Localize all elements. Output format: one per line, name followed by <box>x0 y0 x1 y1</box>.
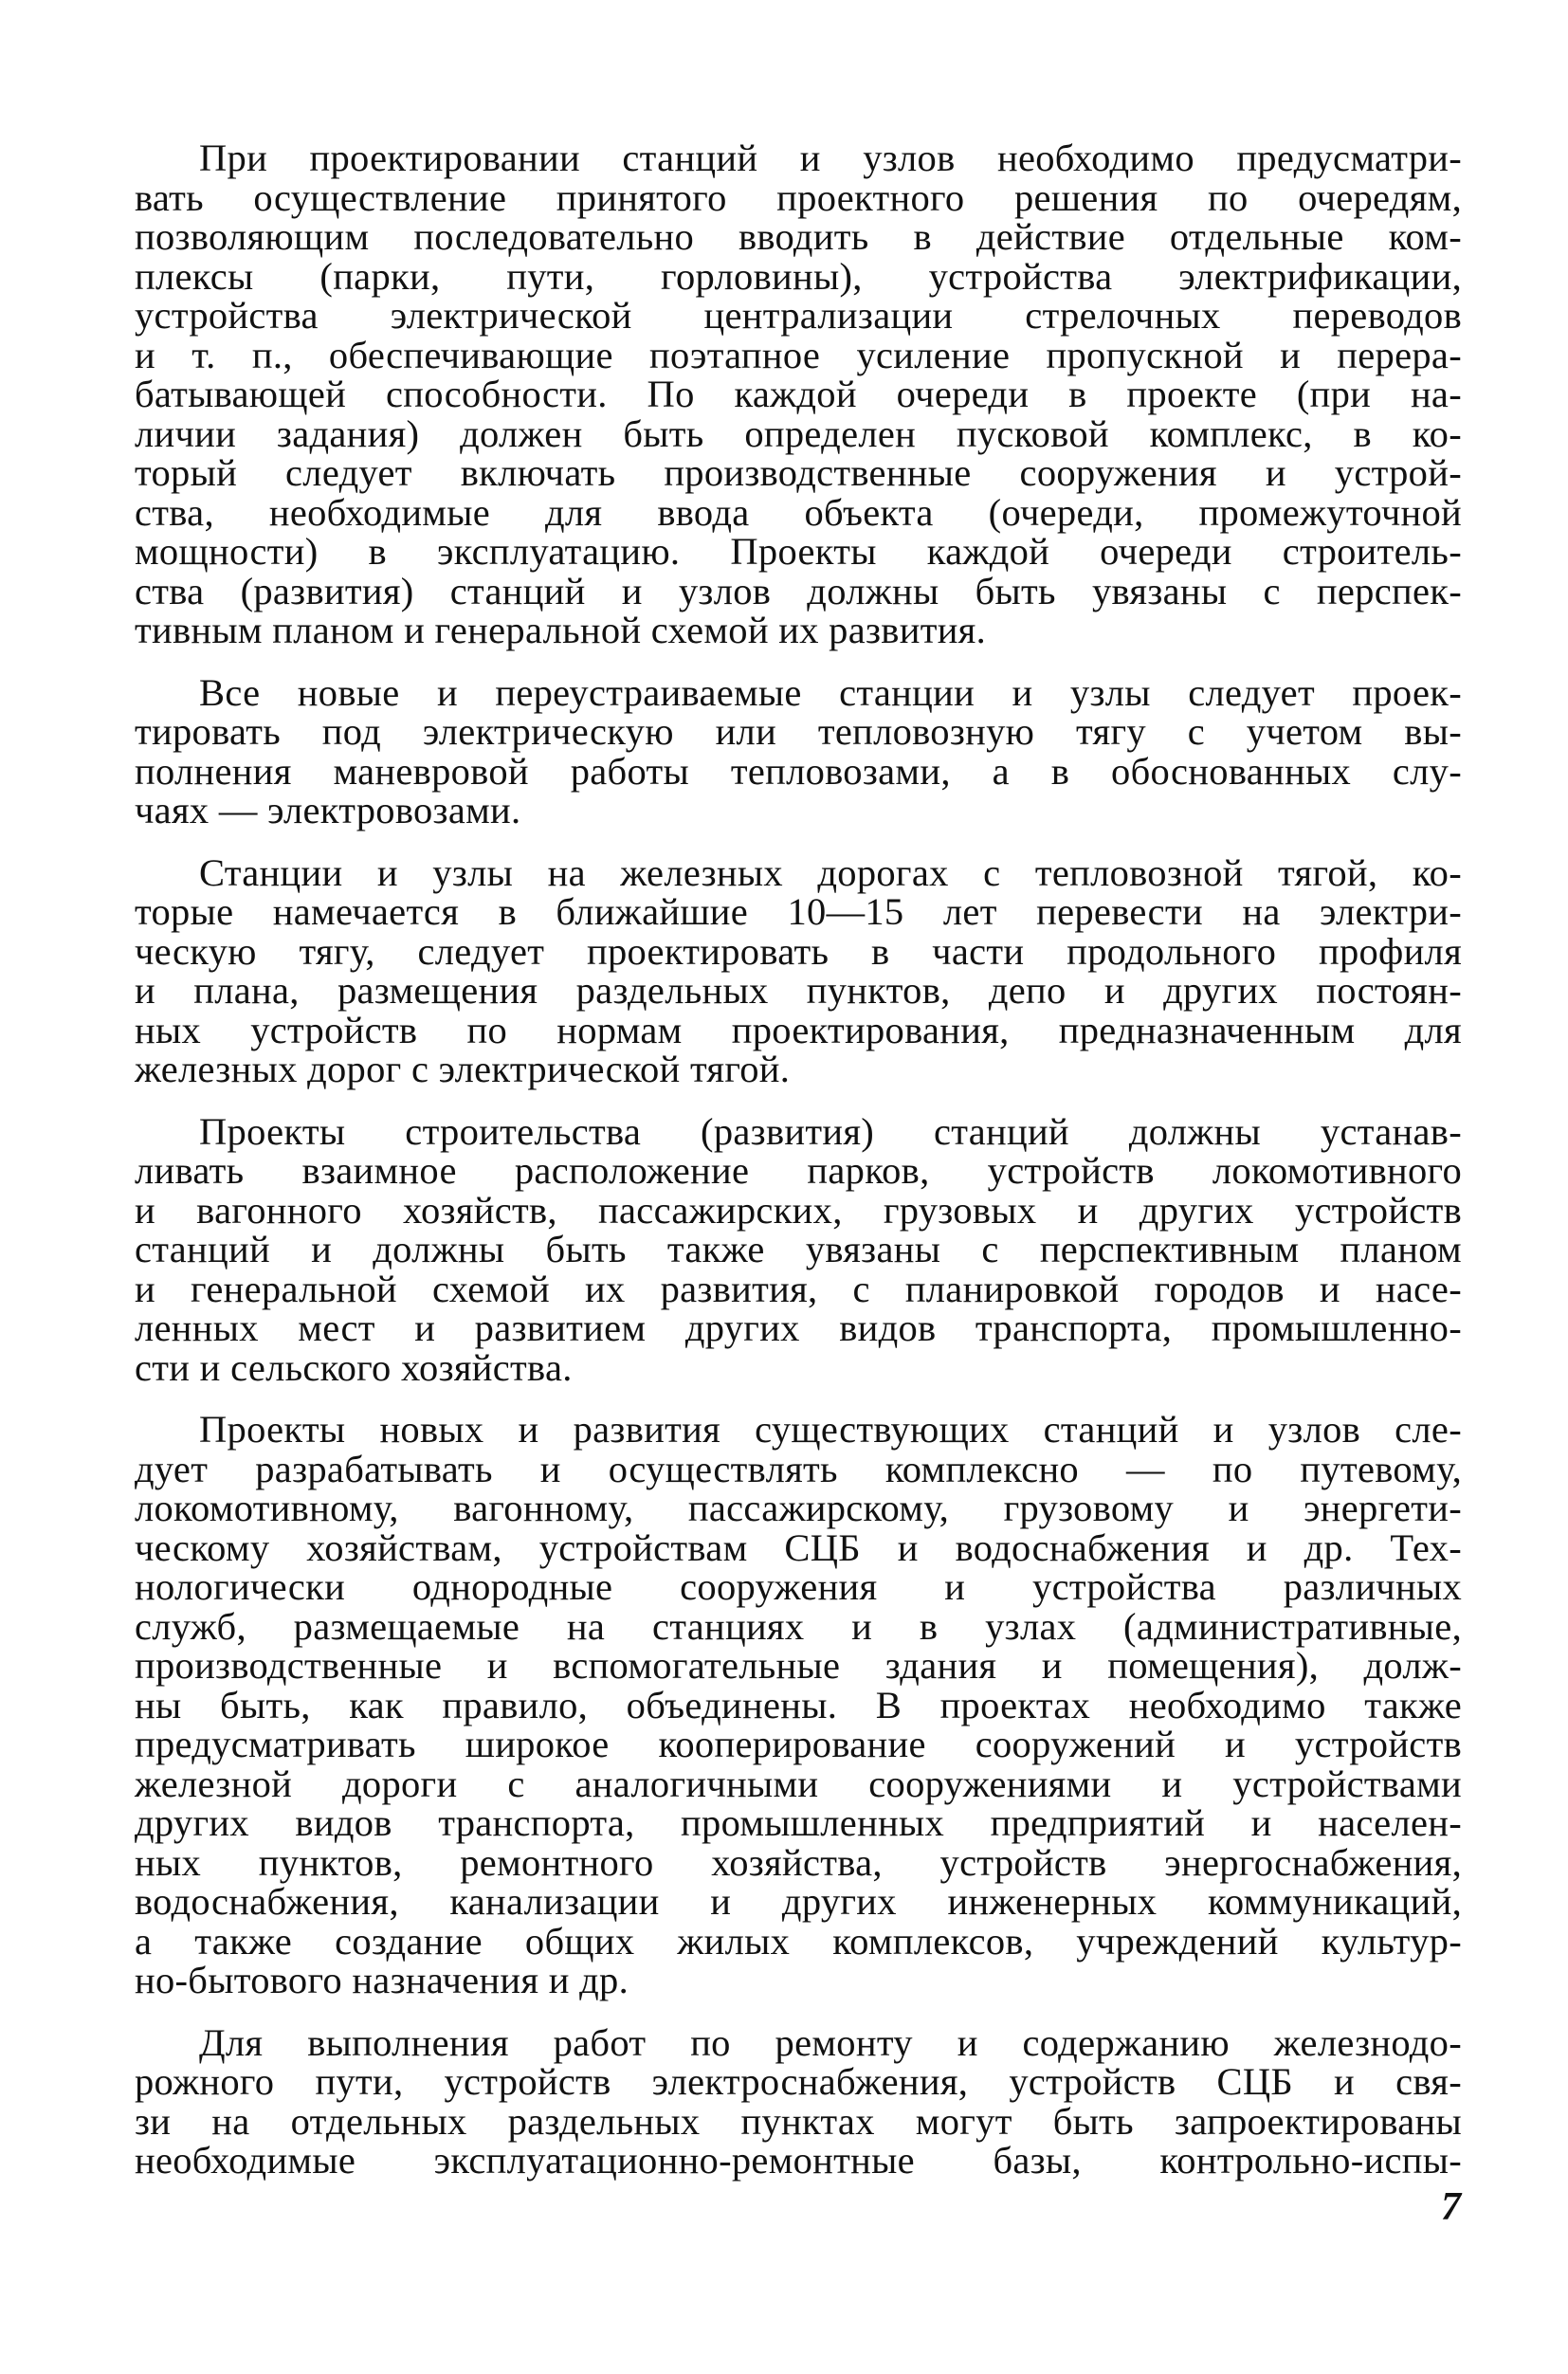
text-line: чаях — электровозами. <box>135 789 521 831</box>
text-line: железных дорог с электрической тягой. <box>135 1048 791 1090</box>
paragraph <box>135 670 1462 831</box>
text-line: ны быть, как правило, объединены. В проектах необходимо также <box>135 1683 1462 1726</box>
text-line: Для выполнения работ по ремонту и содержанию железнодо- <box>199 2020 1462 2064</box>
text-line: необходимые эксплуатационно-ремонтные базы, контрольно-испы- <box>135 2139 1462 2182</box>
text-line: и плана, размещения раздельных пунктов, депо и других постоян- <box>135 969 1462 1012</box>
text-line: Станции и узлы на железных дорогах с тепловозной тягой, ко- <box>199 850 1462 894</box>
text-line: производственные и вспомогательные здания и помещения), долж- <box>135 1644 1462 1687</box>
text-line: Проекты новых и развития существующих станций и узлов сле- <box>199 1408 1462 1451</box>
text-line: служб, размещаемые на станциях и в узлах (административные, <box>135 1604 1462 1648</box>
text-line: и генеральной схемой их развития, с планировкой городов и насе- <box>135 1267 1462 1310</box>
text-line: ства, необходимые для ввода объекта (очереди, промежуточной <box>135 490 1462 534</box>
page-body <box>135 138 1462 2203</box>
text-line: нологически однородные сооружения и устройства различных <box>135 1565 1462 1608</box>
text-line: ленных мест и развитием других видов транспорта, промышленно- <box>135 1306 1462 1349</box>
text-line: плексы (парки, пути, горловины), устройства электрификации, <box>135 254 1462 298</box>
text-line: тировать под электрическую или тепловозную тягу с учетом вы- <box>135 710 1462 753</box>
text-line: дует разрабатывать и осуществлять комплексно — по путевому, <box>135 1447 1462 1490</box>
text-line: локомотивному, вагонному, пассажирскому, грузовому и энергети- <box>135 1487 1462 1529</box>
paragraph <box>135 1109 1462 1389</box>
text-line: других видов транспорта, промышленных предприятий и населен- <box>135 1801 1462 1844</box>
text-line: ческому хозяйствам, устройствам СЦБ и водоснабжения и др. Тех- <box>135 1525 1462 1569</box>
text-line: личии задания) должен быть определен пусковой комплекс, в ко- <box>135 411 1462 455</box>
text-line: позволяющим последовательно вводить в действие отдельные ком- <box>135 215 1462 258</box>
text-line: мощности) в эксплуатацию. Проекты каждой очереди строитель- <box>135 530 1462 573</box>
text-line: Все новые и переустраиваемые станции и узлы следует проек- <box>199 670 1462 714</box>
text-line: батывающей способности. По каждой очереди в проекте (при на- <box>135 373 1462 415</box>
text-line: станций и должны быть также увязаны с перспективным планом <box>135 1228 1462 1270</box>
text-line: предусматривать широкое кооперирование сооружений и устройств <box>135 1723 1462 1765</box>
text-line: полнения маневровой работы тепловозами, а в обоснованных слу- <box>135 749 1462 793</box>
paragraph <box>135 2020 1462 2182</box>
text-line: зи на отдельных раздельных пунктах могут быть запроектированы <box>135 2099 1462 2143</box>
text-line: а также создание общих жилых комплексов, учреждений культур- <box>135 1919 1462 1963</box>
text-line: водоснабжения, канализации и других инженерных коммуникаций, <box>135 1880 1462 1923</box>
text-line: ческую тягу, следует проектировать в части продольного профиля <box>135 929 1462 973</box>
paragraph <box>135 850 1462 1090</box>
text-line: ных устройств по нормам проектирования, предназначенным для <box>135 1008 1462 1051</box>
text-line: но-бытового назначения и др. <box>135 1959 629 2001</box>
text-line: вать осуществление принятого проектного решения по очередям, <box>135 175 1462 219</box>
text-line: рожного пути, устройств электроснабжения, устройств СЦБ и свя- <box>135 2060 1462 2103</box>
text-line: и вагонного хозяйств, пассажирских, грузовых и других устройств <box>135 1188 1462 1232</box>
text-line: торый следует включать производственные сооружения и устрой- <box>135 451 1462 494</box>
text-line: Проекты строительства (развития) станций должны устанав- <box>199 1109 1462 1153</box>
text-line: При проектировании станций и узлов необходимо предусматри- <box>199 137 1462 179</box>
text-line: устройства электрической централизации стрелочных переводов <box>135 294 1462 337</box>
text-line: железной дороги с аналогичными сооружениями и устройствами <box>135 1762 1462 1805</box>
paragraph <box>135 138 1462 650</box>
text-line: сти и сельского хозяйства. <box>135 1345 573 1389</box>
text-line: и т. п., обеспечивающие поэтапное усиление пропускной и перера- <box>135 333 1462 376</box>
text-line: ных пунктов, ремонтного хозяйства, устройств энергоснабжения, <box>135 1840 1462 1884</box>
text-line: ливать взаимное расположение парков, устройств локомотивного <box>135 1149 1462 1192</box>
text-line: тивным планом и генеральной схемой их развития. <box>135 609 987 651</box>
text-line: торые намечается в ближайшие 10—15 лет перевести на электри- <box>135 890 1462 933</box>
page-number: 7 <box>1441 2185 1461 2229</box>
text-line: ства (развития) станций и узлов должны быть увязаны с перспек- <box>135 569 1462 612</box>
paragraph <box>135 1410 1462 2000</box>
